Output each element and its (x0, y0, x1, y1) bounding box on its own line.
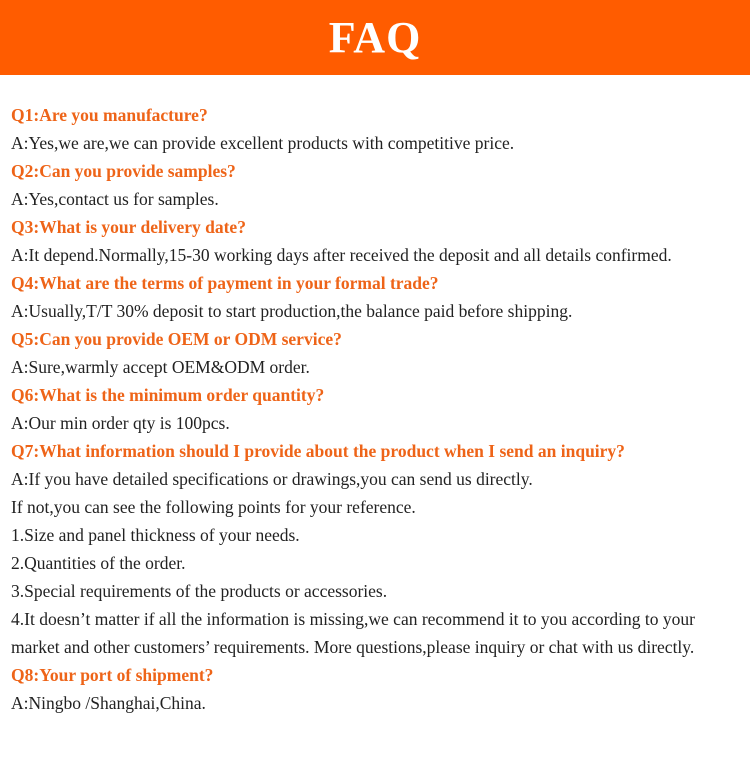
faq-answer: A:Ningbo /Shanghai,China. (11, 693, 206, 713)
faq-answer: 1.Size and panel thickness of your needs. (11, 525, 300, 545)
faq-answer: A:Yes,contact us for samples. (11, 189, 219, 209)
faq-question: Q2:Can you provide samples? (11, 161, 236, 181)
faq-answer: A:If you have detailed specifications or drawings,you can send us directly. (11, 469, 533, 489)
faq-answer: 2.Quantities of the order. (11, 553, 186, 573)
faq-header (0, 0, 750, 75)
page-title: FAQ (328, 13, 422, 62)
faq-answer: A:Yes,we are,we can provide excellent products with competitive price. (11, 133, 515, 153)
faq-question: Q4:What are the terms of payment in your formal trade? (11, 273, 439, 293)
faq-answer: 3.Special requirements of the products or accessories. (11, 581, 388, 601)
faq-answer: A:Sure,warmly accept OEM&ODM order. (11, 357, 310, 377)
faq-question: Q6:What is the minimum order quantity? (11, 385, 325, 405)
faq-question: Q3:What is your delivery date? (11, 217, 246, 237)
faq-answer: A:Our min order qty is 100pcs. (11, 413, 230, 433)
faq-question: Q5:Can you provide OEM or ODM service? (11, 329, 342, 349)
faq-question: Q8:Your port of shipment? (11, 665, 214, 685)
faq-list (11, 101, 750, 717)
faq-answer: 4.It doesn’t matter if all the information is missing,we can recommend it to you according to your (11, 609, 695, 629)
faq-question: Q7:What information should I provide about the product when I send an inquiry? (11, 441, 625, 461)
faq-question: Q1:Are you manufacture? (11, 105, 208, 125)
faq-answer: market and other customers’ requirements. More questions,please inquiry or chat with us directly. (11, 637, 695, 657)
faq-answer: A:Usually,T/T 30% deposit to start production,the balance paid before shipping. (11, 301, 573, 321)
faq-answer: A:It depend.Normally,15-30 working days after received the deposit and all details confirmed. (11, 245, 672, 265)
faq-answer: If not,you can see the following points for your reference. (11, 497, 416, 517)
